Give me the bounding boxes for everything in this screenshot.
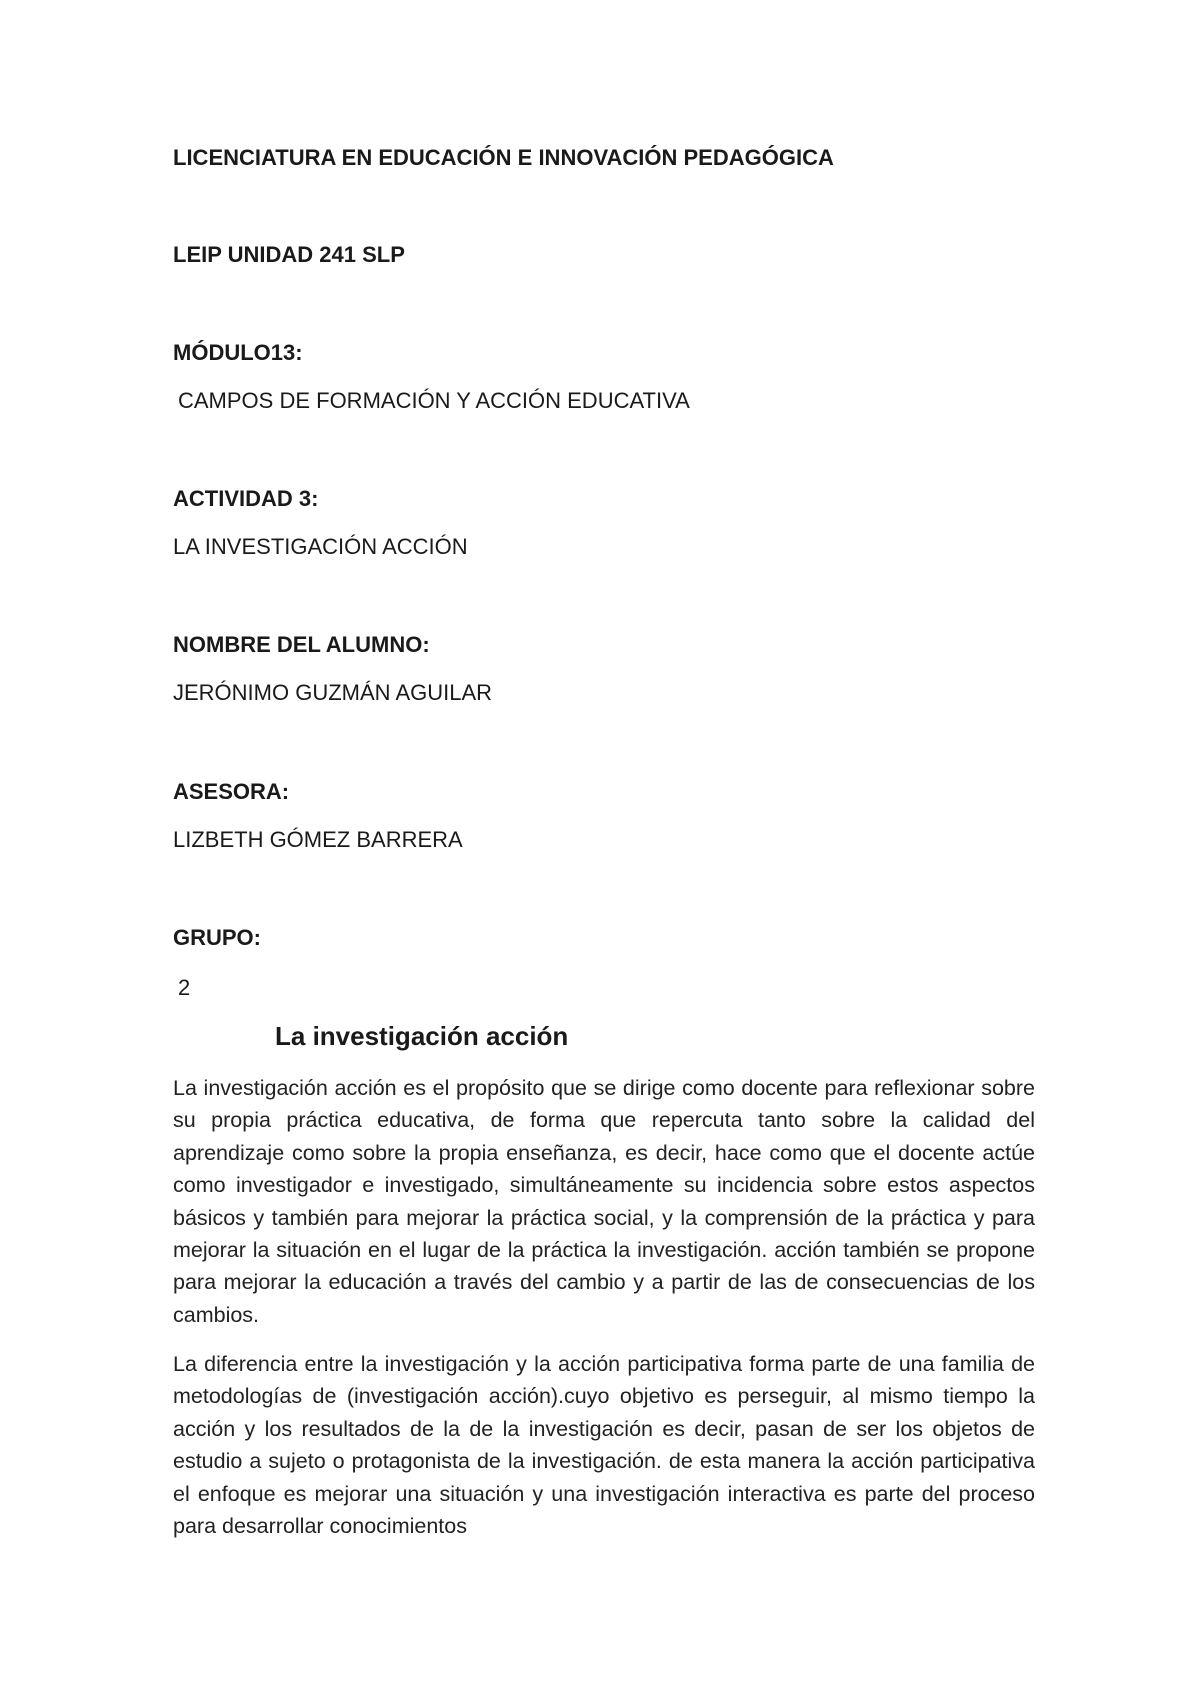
module-label: MÓDULO13: [173,340,303,365]
student-label: NOMBRE DEL ALUMNO: [173,632,430,657]
group-label: GRUPO: [173,925,261,950]
activity-label: ACTIVIDAD 3: [173,486,319,511]
advisor-label: ASESORA: [173,779,290,804]
essay-paragraph-2: La diferencia entre la investigación y la acción participativa forma parte de una familia de metodologías de (investigación acción).cuyo objetivo es perseguir, al mismo tiempo la acción y los resultados de la de la investigación es decir, pasan de ser los objetos de estudio a sujeto o protagonista de la investigación. de esta manera la acción participativa el enfoque es mejorar una situación y una investigación interactiva es parte del proceso para desarrollar conocimientos [173,1352,1035,1539]
essay-title: La investigación acción [275,1021,569,1051]
group-value: 2 [178,975,191,1000]
student-value: JERÓNIMO GUZMÁN AGUILAR [173,680,493,705]
program-title: LICENCIATURA EN EDUCACIÓN E INNOVACIÓN PEDAGÓGICA [173,145,834,170]
activity-value: LA INVESTIGACIÓN ACCIÓN [173,534,468,559]
unit-title: LEIP UNIDAD 241 SLP [173,242,405,267]
advisor-value: LIZBETH GÓMEZ BARRERA [173,827,463,852]
essay-paragraph-1: La investigación acción es el propósito que se dirige como docente para reflexionar sobre su propia práctica educativa, de forma que repercuta tanto sobre la calidad del aprendizaje como sobre la propia enseñanza, es decir, hace como que el docente actúe como investigador e investigado, simultáneamente su incidencia sobre estos aspectos básicos y también para mejorar la práctica social, y la comprensión de la práctica y para mejorar la situación en el lugar de la práctica la investigación. acción también se propone para mejorar la educación a través del cambio y a partir de las de consecuencias de los cambios. [173,1076,1035,1327]
module-value: CAMPOS DE FORMACIÓN Y ACCIÓN EDUCATIVA [178,388,690,413]
